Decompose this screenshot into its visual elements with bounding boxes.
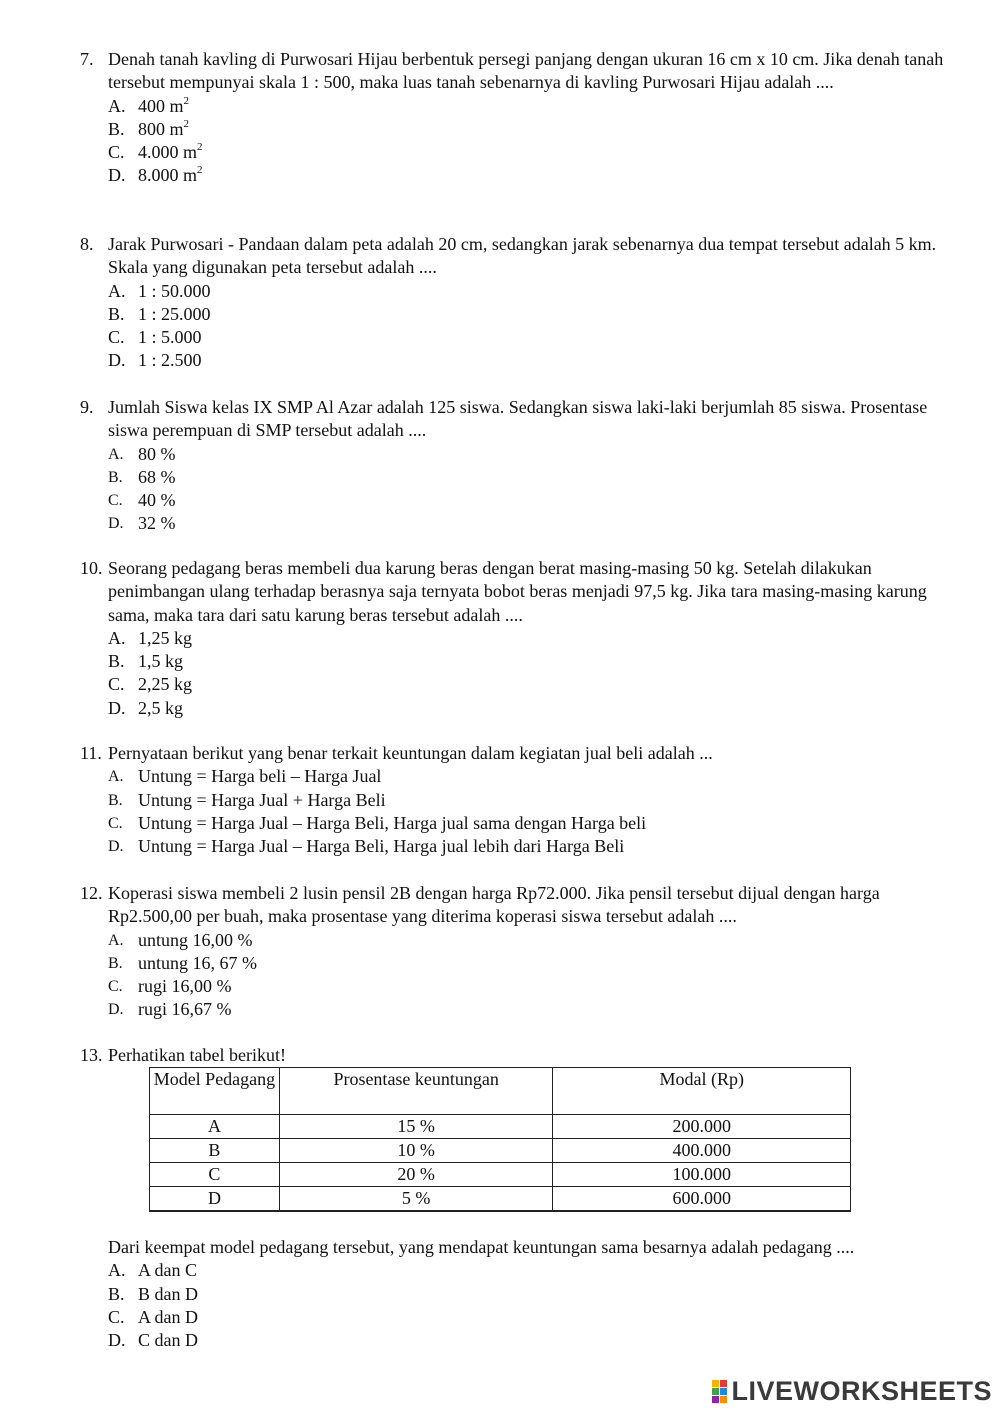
option-b[interactable]: B. 1,5 kg [108,651,183,672]
option-a[interactable]: A. A dan C [108,1260,198,1281]
option-d[interactable]: D. C dan D [108,1330,198,1351]
table-row: D 5 % 600.000 [150,1187,851,1211]
question-intro: Perhatikan tabel berikut! [108,1045,286,1065]
option-c[interactable]: C. A dan D [108,1306,198,1327]
question-text: Pernyataan berikut yang benar terkait keuntungan dalam kegiatan jual beli adalah ... [108,743,713,763]
option-b[interactable]: B. 800 $m^2$ [108,117,190,139]
option-a[interactable]: A. untung 16,00 % [108,929,253,950]
question-number: 10. [80,558,103,578]
option-a[interactable]: A. 1 : 50.000 [108,280,211,301]
option-d[interactable]: D. 32 % [108,513,176,534]
profit-table [149,1067,851,1212]
header-prosentase: Prosentase keuntungan [279,1068,553,1115]
option-list [108,765,960,858]
option-c[interactable]: C. rugi 16,00 % [108,976,232,997]
option-a[interactable]: A. 400 $m^2$ [108,94,190,116]
option-a[interactable]: A. Untung = Harga beli – Harga Jual [108,766,382,787]
option-d[interactable]: D. rugi 16,67 % [108,999,232,1020]
option-a[interactable]: A. 80 % [108,443,176,464]
option-list [108,627,960,720]
option-d[interactable]: D. 1 : 2.500 [108,350,202,371]
logo-square [720,1396,727,1403]
table-row: A 15 % 200.000 [150,1115,851,1139]
table-row-empty [150,1211,851,1212]
question-7 [80,48,960,188]
question-text: Denah tanah kavling di Purwosari Hijau berbentuk persegi panjang dengan ukuran 16 cm x 10 cm. Jika denah tanah tersebut mempunyai skala 1 : 500, maka luas tanah sebenarnya di kavling Purwosari Hijau adalah .... [108,49,944,93]
table-row: B 10 % 400.000 [150,1139,851,1163]
option-c[interactable]: C. 4.000 $m^2$ [108,141,203,163]
option-list [108,443,960,536]
option-c[interactable]: C. Untung = Harga Jual – Harga Beli, Harga jual sama dengan Harga beli [108,812,647,833]
question-text: Koperasi siswa membeli 2 lusin pensil 2B dengan harga Rp72.000. Jika pensil tersebut dijual dengan harga Rp2.500,00 per buah, maka prosentase yang diterima koperasi siswa tersebut adalah .... [108,883,880,927]
logo-square [720,1380,727,1387]
question-8 [80,233,960,373]
option-b[interactable]: B. Untung = Harga Jual + Harga Beli [108,789,386,810]
option-list [108,1259,988,1352]
logo-mark-icon [712,1380,727,1403]
question-number: 12. [80,883,103,903]
question-11 [80,742,960,858]
question-10 [80,557,960,720]
option-list [108,280,960,373]
question-text: Dari keempat model pedagang tersebut, yang mendapat keuntungan sama besarnya adalah pedagang .... [108,1237,855,1257]
logo-text: LIVEWORKSHEETS [731,1376,992,1406]
table-row: C 20 % 100.000 [150,1163,851,1187]
question-text: Jumlah Siswa kelas IX SMP Al Azar adalah 125 siswa. Sedangkan siswa laki-laki berjumlah 85 siswa. Prosentase siswa perempuan di SMP tersebut adalah .... [108,397,928,441]
table-header-row [150,1068,851,1115]
logo-square [712,1380,719,1387]
question-12 [80,882,960,1022]
option-c[interactable]: C. 2,25 kg [108,674,192,695]
option-a[interactable]: A. 1,25 kg [108,627,192,648]
question-13-body [108,1236,988,1352]
option-d[interactable]: D. 2,5 kg [108,697,183,718]
question-text: Seorang pedagang beras membeli dua karung beras dengan berat masing-masing 50 kg. Setelah dilakukan penimbangan ulang terhadap berasnya saja ternyata bobot beras menjadi 97,5 kg. Jika tara masing-masing karung sama, maka tara dari satu karung beras tersebut adalah .... [108,558,927,625]
option-list [108,95,960,188]
question-number: 11. [80,743,102,763]
option-d[interactable]: D. Untung = Harga Jual – Harga Beli, Harga jual lebih dari Harga Beli [108,836,625,857]
header-modal: Modal (Rp) [553,1068,851,1115]
option-b[interactable]: B. 68 % [108,466,176,487]
question-number: 9. [80,397,94,417]
question-number: 8. [80,234,94,254]
liveworksheets-logo[interactable] [712,1376,992,1407]
logo-square [720,1388,727,1395]
question-13 [80,1044,960,1067]
logo-square [712,1396,719,1403]
option-c[interactable]: C. 40 % [108,490,176,511]
option-b[interactable]: B. untung 16, 67 % [108,952,257,973]
option-c[interactable]: C. 1 : 5.000 [108,327,202,348]
option-b[interactable]: B. B dan D [108,1283,198,1304]
logo-square [712,1388,719,1395]
header-model-pedagang: Model Pedagang [150,1068,280,1115]
option-d[interactable]: D. 8.000 $m^2$ [108,164,203,186]
question-text: Jarak Purwosari - Pandaan dalam peta adalah 20 cm, sedangkan jarak sebenarnya dua tempat tersebut adalah 5 km. Skala yang digunakan peta tersebut adalah .... [108,234,937,278]
question-number: 7. [80,49,94,69]
option-list [108,929,960,1022]
question-9 [80,396,960,536]
option-b[interactable]: B. 1 : 25.000 [108,303,211,324]
question-number: 13. [80,1045,103,1065]
